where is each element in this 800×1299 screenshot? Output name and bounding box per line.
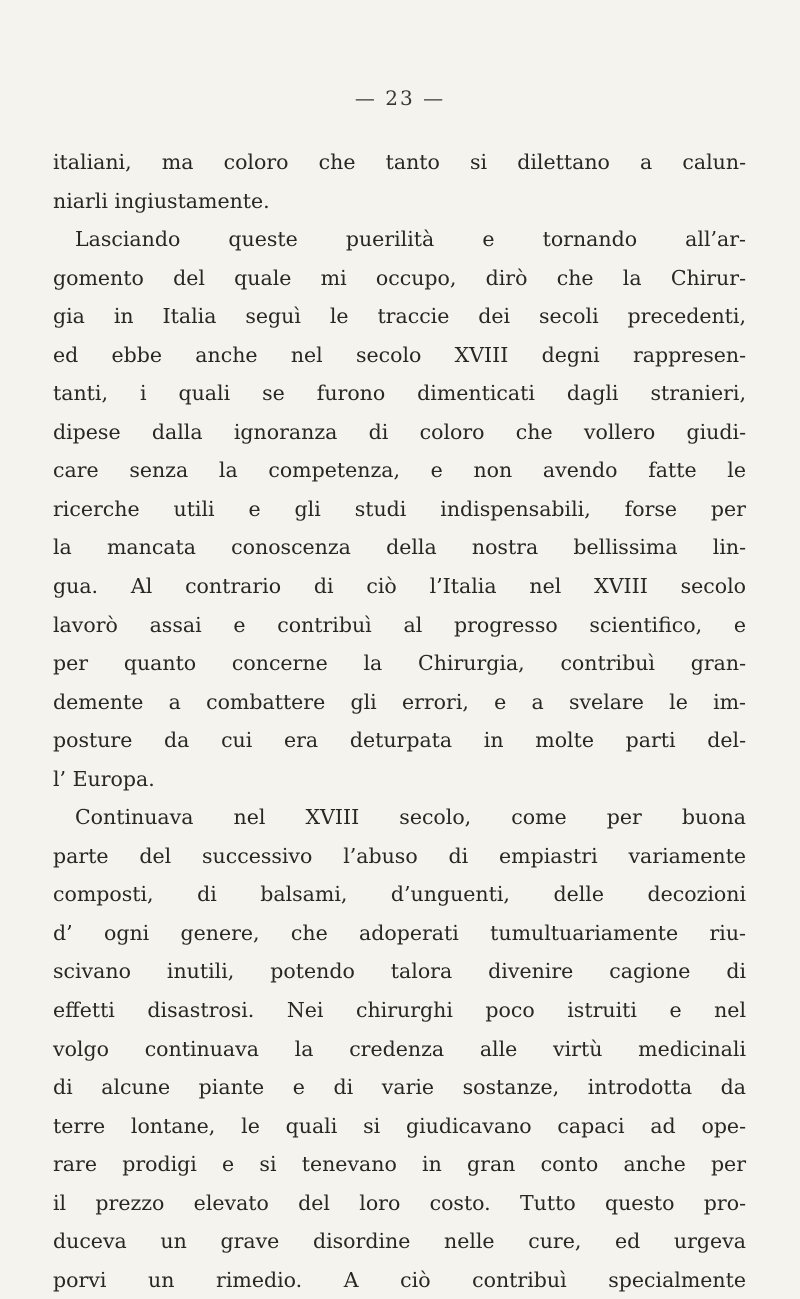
text-line: demente a combattere gli errori, e a svelare le im-: [53, 689, 746, 714]
text-line: il prezzo elevato del loro costo. Tutto questo pro-: [53, 1190, 746, 1215]
text-line: posture da cui era deturpata in molte parti del-: [53, 728, 746, 753]
text-line: volgo continuava la credenza alle virtù medicinali: [53, 1036, 746, 1061]
text-line: effetti disastrosi. Nei chirurghi poco istruiti e nel: [53, 998, 746, 1023]
page-number: — 23 —: [354, 86, 446, 110]
text-line: l’ Europa.: [53, 766, 155, 791]
text-line: Continuava nel XVIII secolo, come per buona: [75, 805, 746, 830]
text-line: lavorò assai e contribuì al progresso scientifico, e: [53, 612, 746, 637]
text-line: gua. Al contrario di ciò l’Italia nel XVIII secolo: [53, 574, 746, 599]
text-line: rare prodigi e si tenevano in gran conto anche per: [53, 1152, 746, 1177]
text-line: care senza la competenza, e non avendo fatte le: [53, 458, 746, 483]
text-line: niarli ingiustamente.: [53, 188, 270, 213]
text-line: ricerche utili e gli studi indispensabili, forse per: [53, 496, 746, 521]
text-line: Lasciando queste puerilità e tornando all’ar-: [75, 227, 746, 252]
text-line: terre lontane, le quali si giudicavano capaci ad ope-: [53, 1113, 746, 1138]
text-line: d’ ogni genere, che adoperati tumultuariamente riu-: [53, 920, 746, 945]
text-line: dipese dalla ignoranza di coloro che vollero giudi-: [53, 419, 746, 444]
text-line: duceva un grave disordine nelle cure, ed urgeva: [53, 1229, 746, 1254]
text-line: di alcune piante e di varie sostanze, introdotta da: [53, 1075, 746, 1100]
text-line: composti, di balsami, d’unguenti, delle decozioni: [53, 882, 746, 907]
text-line: scivano inutili, potendo talora divenire cagione di: [53, 959, 746, 984]
text-line: ed ebbe anche nel secolo XVIII degni rappresen-: [53, 342, 746, 367]
text-line: italiani, ma coloro che tanto si dilettano a calun-: [53, 150, 746, 174]
text-line: porvi un rimedio. A ciò contribuì specialmente: [53, 1267, 746, 1292]
text-line: tanti, i quali se furono dimenticati dagli stranieri,: [53, 381, 746, 406]
text-line: la mancata conoscenza della nostra bellissima lin-: [53, 535, 746, 560]
text-line: gia in Italia seguì le traccie dei secoli precedenti,: [53, 304, 746, 329]
text-line: gomento del quale mi occupo, dirò che la Chirur-: [53, 265, 746, 290]
text-line: per quanto concerne la Chirurgia, contribuì gran-: [53, 651, 746, 676]
text-line: parte del successivo l’abuso di empiastri variamente: [53, 843, 746, 868]
body-text: [53, 143, 746, 1299]
